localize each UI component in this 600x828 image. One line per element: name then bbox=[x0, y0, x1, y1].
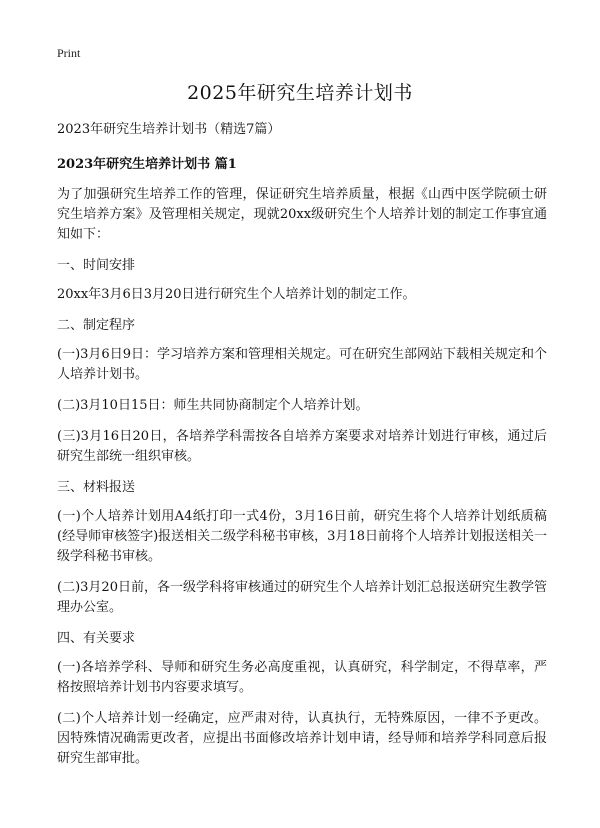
heading-schedule: 一、时间安排 bbox=[57, 258, 136, 273]
schedule-paragraph: 20xx年3月6日3月20日进行研究生个人培养计划的制定工作。 bbox=[57, 287, 416, 302]
section-title: 2023年研究生培养计划书 篇1 bbox=[57, 157, 237, 172]
intro-paragraph: 为了加强研究生培养工作的管理，保证研究生培养质量，根据《山西中医学院硕士研究生培养方案》及管理相关规定，现就20xx级研究生个人培养计划的制定工作事宜通知如下： bbox=[57, 187, 547, 242]
procedure-item-2: (二)3月10日15日：师生共同协商制定个人培养计划。 bbox=[57, 398, 369, 413]
print-link[interactable]: Print bbox=[57, 46, 81, 60]
document-subtitle: 2023年研究生培养计划书（精选7篇） bbox=[57, 122, 281, 137]
heading-submission: 三、材料报送 bbox=[57, 480, 136, 495]
submission-item-2: (二)3月20日前，各一级学科将审核通过的研究生个人培养计划汇总报送研究生教学管理办公室。 bbox=[57, 580, 547, 615]
submission-item-1: (一)个人培养计划用A4纸打印一式4份，3月16日前，研究生将个人培养计划纸质稿(经导师审核签字)报送相关二级学科秘书审核，3月18日前将个人培养计划报送相关一级学科秘书审核。 bbox=[57, 509, 547, 564]
procedure-item-3: (三)3月16日20日，各培养学科需按各自培养方案要求对培养计划进行审核，通过后研究生部统一组织审核。 bbox=[57, 429, 547, 464]
procedure-item-1: (一)3月6日9日：学习培养方案和管理相关规定。可在研究生部网站下载相关规定和个人培养计划书。 bbox=[57, 347, 547, 382]
requirement-item-2: (二)个人培养计划一经确定，应严肃对待，认真执行，无特殊原因，一律不予更改。因特殊情况确需更改者，应提出书面修改培养计划申请，经导师和培养学科同意后报研究生部审批。 bbox=[57, 711, 547, 766]
document-title: 2025年研究生培养计划书 bbox=[187, 82, 413, 104]
document-body bbox=[57, 120, 547, 780]
heading-procedure: 二、制定程序 bbox=[57, 318, 136, 333]
requirement-item-1: (一)各培养学科、导师和研究生务必高度重视，认真研究，科学制定，不得草率，严格按照培养计划书内容要求填写。 bbox=[57, 660, 547, 695]
heading-requirements: 四、有关要求 bbox=[57, 631, 136, 646]
